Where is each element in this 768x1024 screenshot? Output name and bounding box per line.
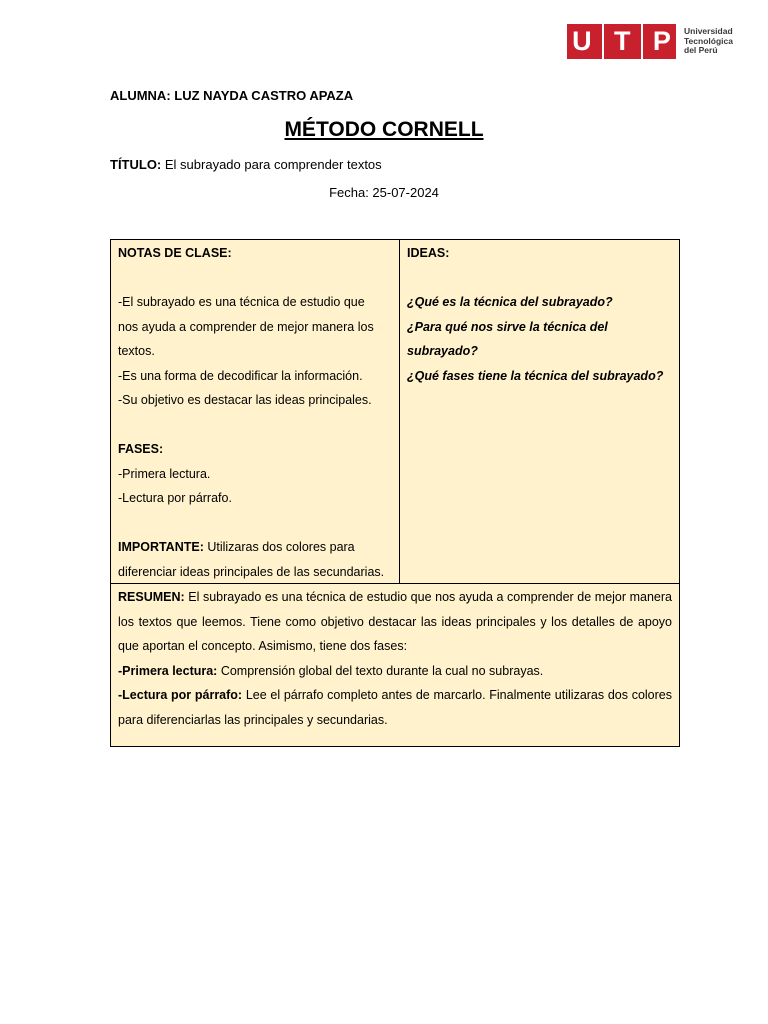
phases-heading: FASES: xyxy=(118,442,164,456)
document-date: Fecha: 25-07-2024 xyxy=(329,185,439,200)
phase-item: -Primera lectura. xyxy=(118,466,211,481)
logo-letter-p: P xyxy=(652,26,671,56)
notes-heading: NOTAS DE CLASE: xyxy=(118,246,232,260)
blank-line xyxy=(407,266,672,291)
logo-text-line: del Perú xyxy=(684,45,718,56)
summary-label: RESUMEN: xyxy=(118,590,185,604)
summary-phase-text: Lee el párrafo completo antes de marcarlo. Finalmente utilizaras dos colores para diferenciarlas las principales y secundarias. xyxy=(118,688,672,727)
phase-item: -Lectura por párrafo. xyxy=(118,491,232,505)
page-title: MÉTODO CORNELL xyxy=(284,118,484,141)
summary-text: El subrayado es una técnica de estudio que nos ayuda a comprender de mejor manera los textos que leemos. Tiene como objetivo destacar las ideas principales y los detalles de apoyo que aportan el concepto. Asimismo, tiene dos fases: xyxy=(118,590,672,653)
blank-line xyxy=(118,266,392,291)
notes-line: textos. xyxy=(118,344,155,358)
summary-phase xyxy=(118,683,672,732)
ideas-column xyxy=(400,240,679,584)
logo-text-line: Tecnológica xyxy=(684,35,733,46)
cornell-table xyxy=(110,239,680,747)
summary-section xyxy=(111,584,679,746)
summary-phase-label: -Lectura por párrafo: xyxy=(118,688,243,702)
logo-letter-u: U xyxy=(572,26,592,56)
blank-line xyxy=(118,413,392,438)
logo-divider xyxy=(641,24,643,59)
idea-question: ¿Para qué nos sirve la técnica del xyxy=(407,319,608,334)
idea-question-continued: subrayado? xyxy=(407,344,478,358)
blank-line xyxy=(118,511,392,536)
logo-divider xyxy=(602,24,604,59)
utp-logo xyxy=(567,24,733,59)
idea-question: ¿Qué es la técnica del subrayado? xyxy=(407,295,613,309)
logo-text-line: Universidad xyxy=(684,26,733,37)
notes-line: -Es una forma de decodificar la información. xyxy=(118,368,363,383)
document-subject xyxy=(110,157,382,172)
subject-value: El subrayado para comprender textos xyxy=(161,157,382,172)
logo-university-name xyxy=(684,27,733,56)
important-label: IMPORTANTE: xyxy=(118,540,204,554)
idea-question: ¿Qué fases tiene la técnica del subrayado? xyxy=(407,368,664,383)
important-note xyxy=(118,535,392,560)
logo-letter-t: T xyxy=(613,26,631,56)
summary-phase xyxy=(118,659,672,684)
important-text-continued: diferenciar ideas principales de las secundarias. xyxy=(118,564,385,579)
notes-column xyxy=(111,240,400,584)
notes-line: nos ayuda a comprender de mejor manera los xyxy=(118,319,374,334)
summary-phase-text: Comprensión global del texto durante la cual no subrayas. xyxy=(217,663,544,678)
student-name: ALUMNA: LUZ NAYDA CASTRO APAZA xyxy=(110,88,354,103)
subject-label: TÍTULO: xyxy=(110,157,162,172)
summary-phase-label: -Primera lectura: xyxy=(118,663,218,678)
utp-logo-mark xyxy=(567,24,676,59)
notes-line: -El subrayado es una técnica de estudio que xyxy=(118,295,365,309)
notes-line: -Su objetivo es destacar las ideas principales. xyxy=(118,393,372,407)
summary-paragraph xyxy=(118,585,672,659)
ideas-heading: IDEAS: xyxy=(407,246,450,260)
important-text: Utilizaras dos colores para xyxy=(203,540,355,554)
